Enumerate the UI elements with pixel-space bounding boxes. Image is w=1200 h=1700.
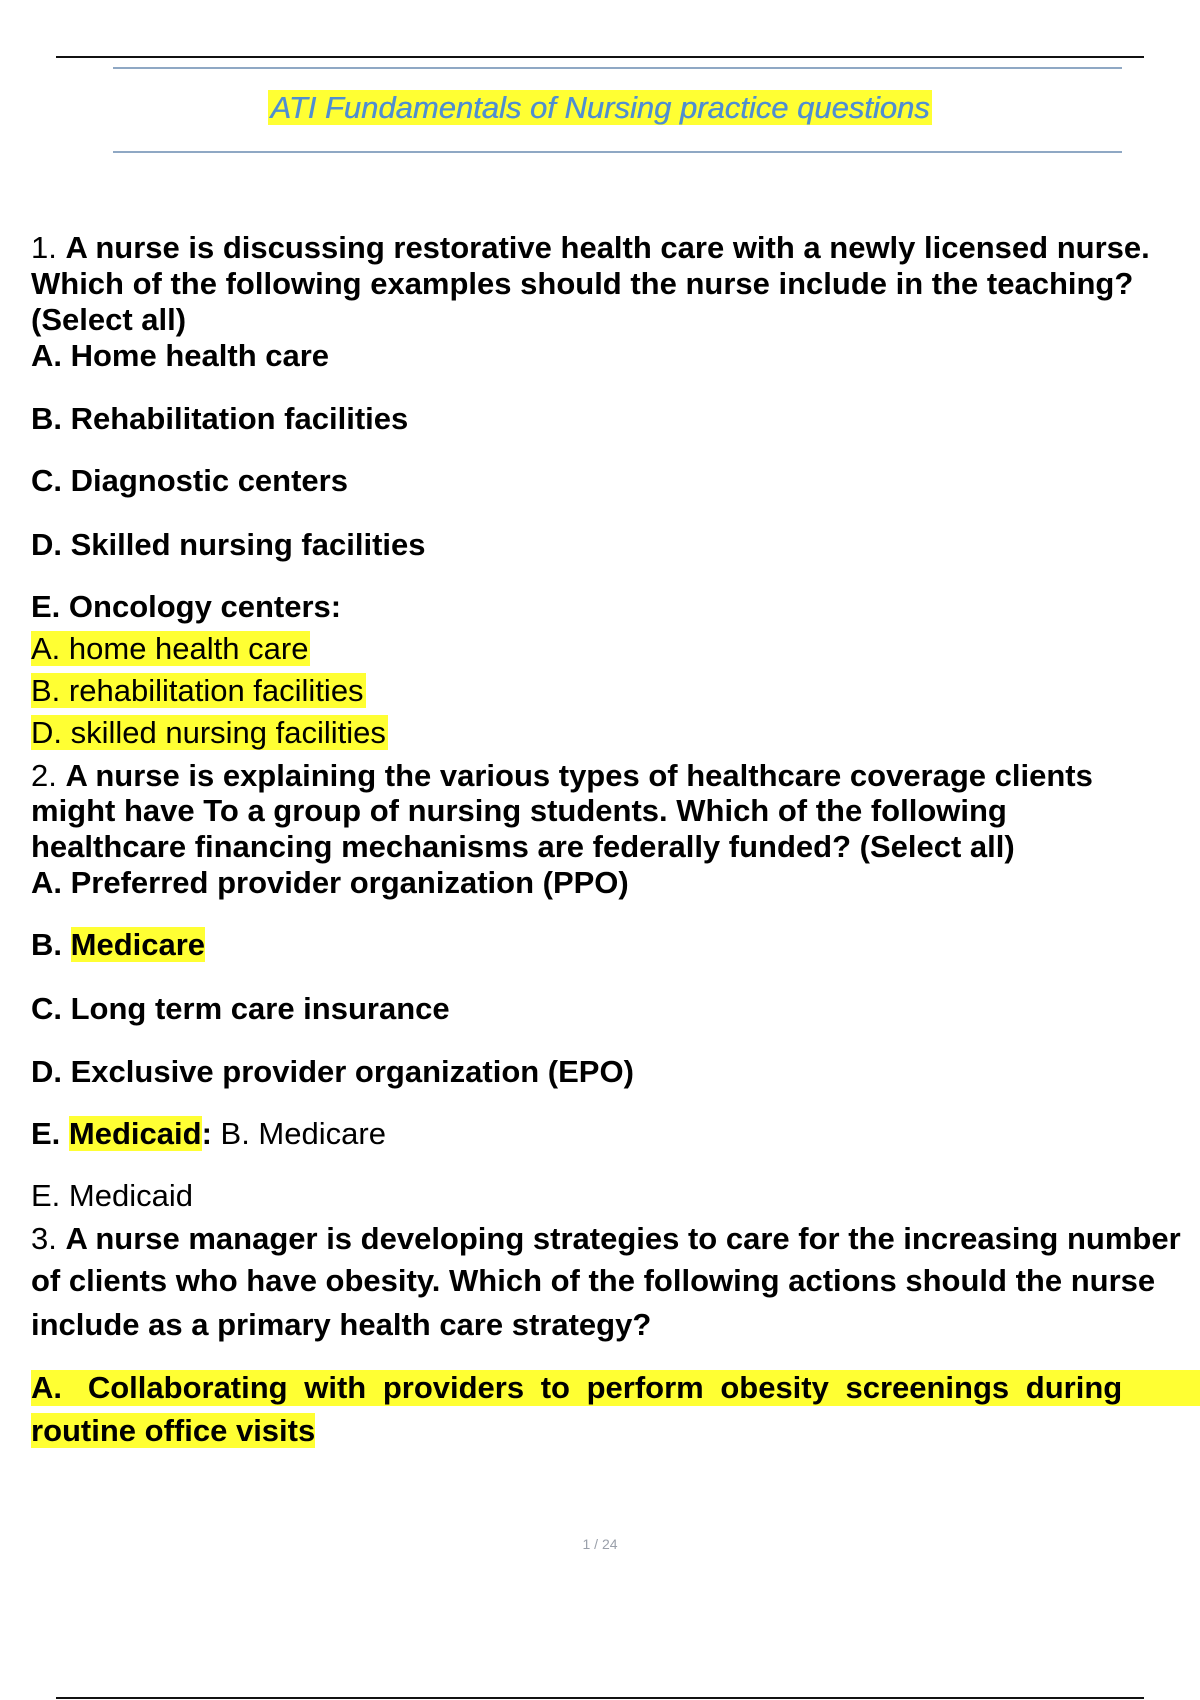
- title-rule-lower: [113, 151, 1122, 153]
- question-1-option-d: D. Skilled nursing facilities: [31, 527, 426, 562]
- question-2-option-b: B. Medicare: [31, 927, 206, 962]
- question-1-option-e: E. Oncology centers:: [31, 589, 342, 624]
- question-2-answer-e: E. Medicaid: [31, 1178, 193, 1213]
- question-2-stem-line-3: healthcare financing mechanisms are federally funded? (Select all): [31, 829, 1015, 864]
- question-1-option-b: B. Rehabilitation facilities: [31, 401, 409, 436]
- question-1-option-a: A. Home health care: [31, 338, 330, 373]
- question-1-answer-d: D. skilled nursing facilities: [31, 715, 386, 750]
- page-number: 1 / 24: [582, 1536, 618, 1552]
- question-1-option-c: C. Diagnostic centers: [31, 463, 348, 498]
- question-3-answer-line-2: routine office visits: [31, 1413, 316, 1448]
- question-1-stem-line-3: (Select all): [31, 302, 187, 337]
- question-1-stem-line-2: Which of the following examples should the nurse include in the teaching?: [31, 266, 1134, 301]
- question-1-answer-b: B. rehabilitation facilities: [31, 673, 364, 708]
- question-2-stem-line-2: might have To a group of nursing students. Which of the following: [31, 793, 1007, 828]
- question-3-stem-line-3: include as a primary health care strategy?: [31, 1307, 652, 1342]
- question-3-stem-line-1: 3. A nurse manager is developing strategies to care for the increasing number: [31, 1221, 1181, 1256]
- question-1-stem-line-1: 1. A nurse is discussing restorative health care with a newly licensed nurse.: [31, 230, 1150, 265]
- title-rule-upper: [113, 67, 1122, 69]
- question-1-answer-a: A. home health care: [31, 631, 309, 666]
- question-2-option-a: A. Preferred provider organization (PPO): [31, 865, 629, 900]
- question-3-answer-line-1: A. Collaborating with providers to perform obesity screenings during: [31, 1370, 1200, 1414]
- top-page-rule: [56, 56, 1144, 58]
- question-3-stem-line-2: of clients who have obesity. Which of the following actions should the nurse: [31, 1263, 1156, 1298]
- bottom-page-rule: [56, 1697, 1144, 1699]
- question-2-stem-line-1: 2. A nurse is explaining the various types of healthcare coverage clients: [31, 758, 1093, 793]
- question-2-option-e: E. Medicaid: B. Medicare: [31, 1116, 386, 1151]
- question-2-option-d: D. Exclusive provider organization (EPO): [31, 1054, 634, 1089]
- document-title: ATI Fundamentals of Nursing practice questions: [270, 90, 930, 125]
- question-2-option-c: C. Long term care insurance: [31, 991, 450, 1026]
